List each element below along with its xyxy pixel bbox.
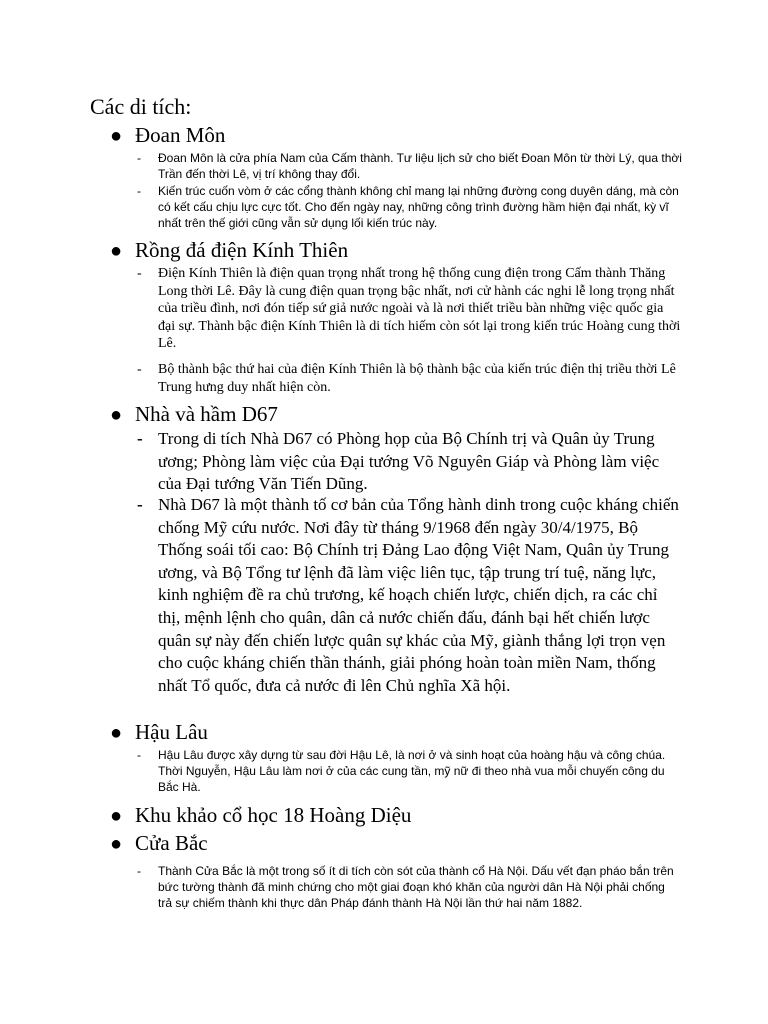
page-heading: Các di tích: xyxy=(90,94,192,119)
section-title-hau-lau xyxy=(110,719,208,746)
list-item xyxy=(137,183,682,231)
dash-icon: - xyxy=(137,495,143,514)
section-title-text: Khu khảo cổ học 18 Hoàng Diệu xyxy=(135,803,412,827)
dash-icon: - xyxy=(137,266,142,281)
bullet-icon: ● xyxy=(110,404,123,426)
list-item xyxy=(137,494,682,697)
bullet-icon: ● xyxy=(110,833,123,855)
list-item xyxy=(137,265,682,353)
list-item xyxy=(137,747,682,795)
list-item xyxy=(137,863,682,911)
section-title-nha-va-ham-d67 xyxy=(110,401,278,428)
dash-icon: - xyxy=(137,864,141,878)
list-item-text: Thành Cửa Bắc là một trong số ít di tích còn sót của thành cổ Hà Nội. Dấu vết đạn pháo bắn trên bức tường thành đã minh chứng cho một giai đoạn khó khăn của người dân Hà Nội phải chống trả sự chiếm thành khi thực dân Pháp đánh thành Hà Nội lần thứ hai năm 1882. xyxy=(158,864,674,910)
section-title-text: Rồng đá điện Kính Thiên xyxy=(135,238,349,262)
bullet-icon: ● xyxy=(110,125,123,147)
list-item-text: Hậu Lâu được xây dựng từ sau đời Hậu Lê, là nơi ở và sinh hoạt của hoàng hậu và công chúa. Thời Nguyễn, Hậu Lâu làm nơi ở của các cung tần, mỹ nữ đi theo nhà vua mỗi chuyến công du Bắc Hà. xyxy=(158,748,666,794)
dash-icon: - xyxy=(137,151,141,165)
list-item xyxy=(137,361,682,396)
section-title-rong-da-dien-kinh-thien xyxy=(110,237,348,264)
bullet-icon: ● xyxy=(110,722,123,744)
list-item-text: Bộ thành bậc thứ hai của điện Kính Thiên là bộ thành bậc của kiến trúc điện thị triều thời Lê Trung hưng duy nhất hiện còn. xyxy=(158,362,676,395)
section-title-cua-bac xyxy=(110,830,208,857)
section-title-khu-khao-co-hoc xyxy=(110,802,411,829)
list-item-text: Kiến trúc cuốn vòm ở các cổng thành không chỉ mang lại những đường cong duyên dáng, mà còn có kết cấu chịu lực cực tốt. Cho đến ngày nay, những công trình đường hầm hiện đại nhất, kỳ vĩ nhất trên thế giới cũng vẫn sử dụng lối kiến trúc này. xyxy=(158,184,679,230)
section-title-text: Hậu Lâu xyxy=(135,720,208,744)
section-title-text: Nhà và hầm D67 xyxy=(135,402,278,426)
list-item-text: Đoan Môn là cửa phía Nam của Cấm thành. Tư liệu lịch sử cho biết Đoan Môn từ thời Lý, qua thời Trần đến thời Lê, vị trí không thay đổi. xyxy=(158,151,682,181)
dash-icon: - xyxy=(137,362,142,377)
list-item-text: Điện Kính Thiên là điện quan trọng nhất trong hệ thống cung điện trong Cấm thành Thăng Long thời Lê. Đây là cung điện quan trọng bậc nhất, nơi cử hành các nghi lễ long trọng nhất của triều đình, nơi đón tiếp sứ giả nước ngoài và là nơi thiết triều bàn những việc quốc gia đại sự. Thành bậc điện Kính Thiên là di tích hiếm còn sót lại trong kiến trúc Hoàng cung thời Lê. xyxy=(158,266,681,351)
section-title-text: Cửa Bắc xyxy=(135,831,208,855)
list-item-text: Nhà D67 là một thành tố cơ bản của Tổng hành dinh trong cuộc kháng chiến chống Mỹ cứu nước. Nơi đây từ tháng 9/1968 đến ngày 30/4/1975, Bộ Thống soái tối cao: Bộ Chính trị Đảng Lao động Việt Nam, Quân ủy Trung ương, và Bộ Tổng tư lệnh đã làm việc liên tục, tập trung trí tuệ, năng lực, kinh nghiệm đề ra chủ trương, kế hoạch chiến lược, chiến dịch, ra các chỉ thị, mệnh lệnh cho quân, dân cả nước chiến đấu, đánh bại hết chiến lược quân sự này đến chiến lược quân sự khác của Mỹ, giành thắng lợi trọn vẹn cho cuộc kháng chiến thần thánh, giải phóng hoàn toàn miền Nam, thống nhất Tổ quốc, đưa cả nước đi lên Chủ nghĩa Xã hội. xyxy=(158,495,679,695)
bullet-icon: ● xyxy=(110,240,123,262)
dash-icon: - xyxy=(137,748,141,762)
dash-icon: - xyxy=(137,429,143,448)
bullet-icon: ● xyxy=(110,805,123,827)
list-item xyxy=(137,428,682,496)
section-title-doan-mon xyxy=(110,122,225,149)
section-title-text: Đoan Môn xyxy=(135,123,226,147)
dash-icon: - xyxy=(137,184,141,198)
list-item-text: Trong di tích Nhà D67 có Phòng họp của Bộ Chính trị và Quân ủy Trung ương; Phòng làm việc của Đại tướng Võ Nguyên Giáp và Phòng làm việc của Đại tướng Văn Tiến Dũng. xyxy=(158,429,660,494)
list-item xyxy=(137,150,682,182)
